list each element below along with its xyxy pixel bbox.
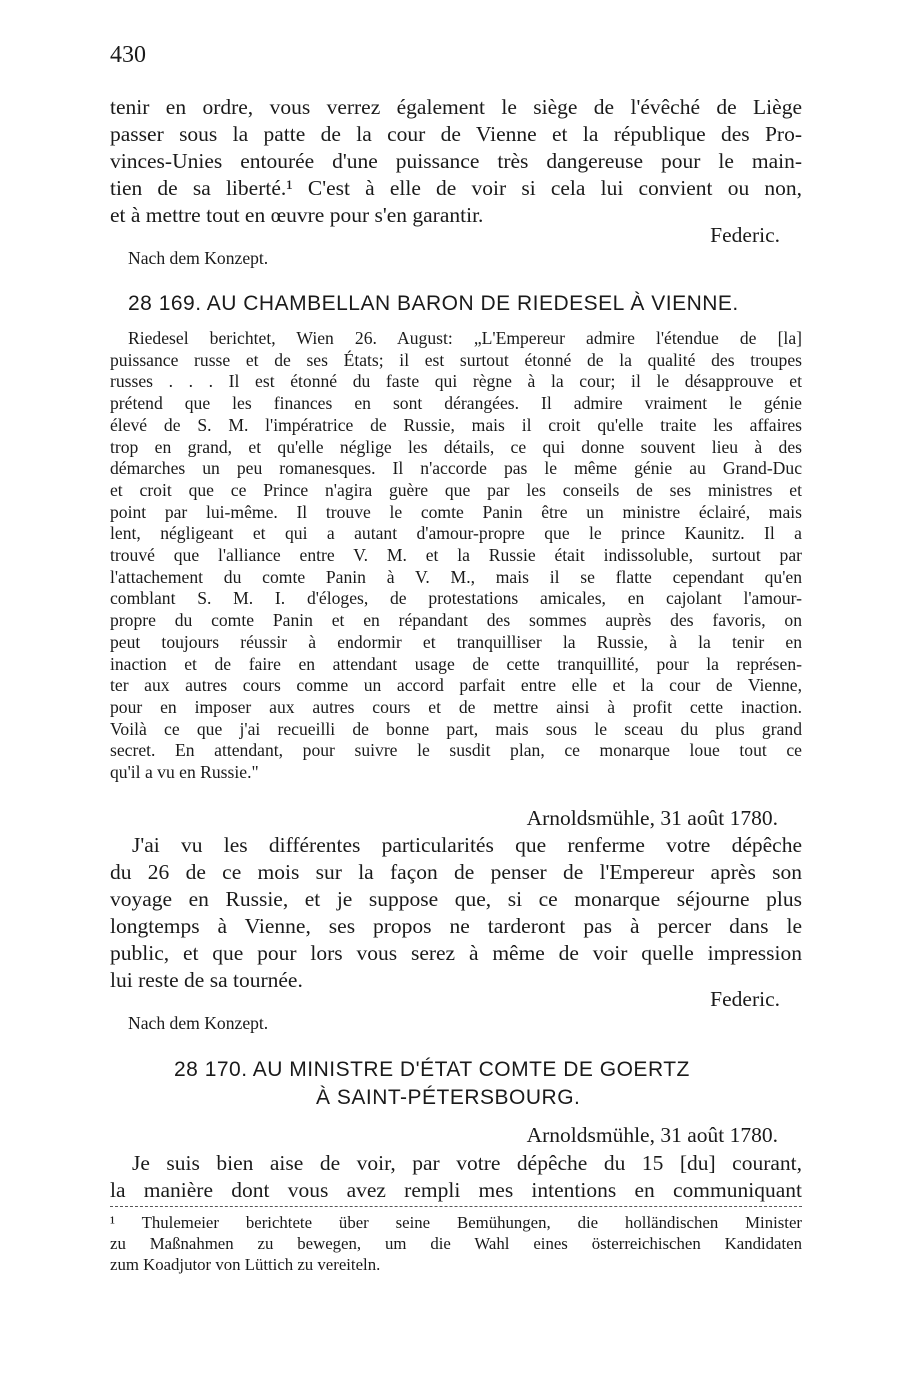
footnote-line: ¹ Thulemeier berichtete über seine Bemühungen, die holländischen Minister bbox=[110, 1213, 802, 1232]
body-line: du 26 de ce mois sur la façon de penser de l'Empereur après son bbox=[110, 860, 802, 884]
letter-28170-dateline: Arnoldsmühle, 31 août 1780. bbox=[526, 1123, 778, 1147]
letter-28169-dateline: Arnoldsmühle, 31 août 1780. bbox=[526, 806, 778, 830]
intro-line: et à mettre tout en œuvre pour s'en garantir. bbox=[110, 203, 484, 227]
summary-line: propre du comte Panin et en répandant des sommes auprès des favoris, on bbox=[110, 610, 802, 631]
summary-line: lent, négligeant et qui a autant d'amour-propre que le prince Kaunitz. Il a bbox=[110, 523, 802, 544]
letter-28169-heading: 28 169. AU CHAMBELLAN BARON DE RIEDESEL À VIENNE. bbox=[128, 292, 739, 315]
summary-line: l'attachement du comte Panin à V. M., mais il se flatte cependant qu'en bbox=[110, 566, 802, 587]
intro-line: tien de sa liberté.¹ C'est à elle de voir si cela lui convient ou non, bbox=[110, 176, 802, 200]
letter-28169-signature: Federic. bbox=[710, 987, 780, 1011]
summary-line: comblant S. M. I. d'éloges, de protestations amicales, en cajolant l'amour- bbox=[110, 588, 802, 609]
letter-28170-heading-line1: 28 170. AU MINISTRE D'ÉTAT COMTE DE GOERTZ bbox=[174, 1058, 690, 1081]
summary-line: peut toujours réussir à endormir et tranquilliser la Russie, à la tenir en bbox=[110, 631, 802, 652]
page-number: 430 bbox=[110, 42, 146, 68]
intro-line: tenir en ordre, vous verrez également le siège de l'évêché de Liège bbox=[110, 95, 802, 119]
body-line: longtemps à Vienne, ses propos ne tarderont pas à percer dans le bbox=[110, 914, 802, 938]
body-line: lui reste de sa tournée. bbox=[110, 968, 303, 992]
intro-signature: Federic. bbox=[710, 223, 780, 247]
summary-line: point par lui-même. Il trouve le comte Panin être un ministre éclairé, mais bbox=[110, 501, 802, 522]
summary-line: prétend que les finances en sont dérangées. Il admire vraiment le génie bbox=[110, 393, 802, 414]
intro-paragraph bbox=[110, 94, 802, 229]
summary-line: Voilà ce que j'ai recueilli de bonne part, mais sous le sceau du plus grand bbox=[110, 718, 802, 739]
footnote-line: zu Maßnahmen zu bewegen, um die Wahl eines österreichischen Kandidaten bbox=[110, 1234, 802, 1253]
letter-28169-source-note: Nach dem Konzept. bbox=[128, 1013, 269, 1033]
intro-source-note: Nach dem Konzept. bbox=[128, 248, 269, 268]
letter-28169-body bbox=[110, 832, 802, 994]
summary-line: trop en grand, et qu'elle néglige les détails, ce qui donne souvent lieu à des bbox=[110, 436, 802, 457]
summary-line: Riedesel berichtet, Wien 26. August: „L'Empereur admire l'étendue de [la] bbox=[128, 328, 802, 348]
letter-28170-heading-line2: À SAINT-PÉTERSBOURG. bbox=[316, 1086, 581, 1109]
letter-28169-summary bbox=[110, 328, 802, 784]
summary-line: démarches un peu romanesques. Il n'accorde pas le même génie au Grand-Duc bbox=[110, 458, 802, 479]
body-line: J'ai vu les différentes particularités que renferme votre dépêche bbox=[132, 833, 802, 857]
body-line: Je suis bien aise de voir, par votre dépêche du 15 [du] courant, bbox=[132, 1151, 802, 1175]
intro-line: passer sous la patte de la cour de Vienne et la république des Pro- bbox=[110, 122, 802, 146]
intro-line: vinces-Unies entourée d'une puissance très dangereuse pour le main- bbox=[110, 149, 802, 173]
footnote bbox=[110, 1212, 802, 1275]
summary-line: élevé de S. M. l'impératrice de Russie, mais il croit qu'elle traite les affaires bbox=[110, 414, 802, 435]
footnote-line: zum Koadjutor von Lüttich zu vereiteln. bbox=[110, 1255, 381, 1274]
footnote-rule bbox=[110, 1206, 802, 1207]
summary-line: pour en imposer aux autres cours et de mettre ainsi à profit cette inaction. bbox=[110, 696, 802, 717]
summary-line: russes . . . Il est étonné du faste qui règne à la cour; il le désapprouve et bbox=[110, 371, 802, 392]
summary-line: puissance russe et de ses États; il est surtout étonné de la qualité des troupes bbox=[110, 349, 802, 370]
body-line: voyage en Russie, et je suppose que, si ce monarque séjourne plus bbox=[110, 887, 802, 911]
summary-line: qu'il a vu en Russie." bbox=[110, 762, 259, 783]
body-line: la manière dont vous avez rempli mes intentions en communiquant bbox=[110, 1178, 802, 1202]
summary-line: et croit que ce Prince n'agira guère que par les conseils de ses ministres et bbox=[110, 479, 802, 500]
body-line: public, et que pour lors vous serez à même de voir quelle impression bbox=[110, 941, 802, 965]
summary-line: ter aux autres cours comme un accord parfait entre elle et la cour de Vienne, bbox=[110, 675, 802, 696]
summary-line: trouvé que l'alliance entre V. M. et la Russie était indissoluble, surtout par bbox=[110, 545, 802, 566]
letter-28170-body bbox=[110, 1150, 802, 1204]
summary-line: secret. En attendant, pour suivre le susdit plan, ce monarque loue tout ce bbox=[110, 740, 802, 761]
summary-line: inaction et de faire en attendant usage de cette tranquillité, pour la représen- bbox=[110, 653, 802, 674]
